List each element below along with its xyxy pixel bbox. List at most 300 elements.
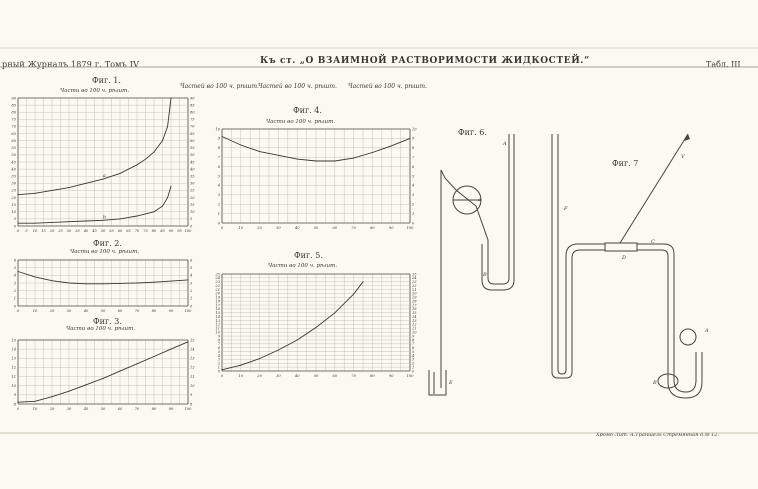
fig5-ytick-label: 22 — [215, 283, 220, 288]
fig4-ytick-label-right: 2 — [412, 202, 415, 207]
fig1-xtick-label: 95 — [177, 229, 182, 233]
fig2-xtick-label: 70 — [134, 309, 140, 313]
fig6-label-E: E — [449, 380, 453, 386]
fig1-xtick-label: 50 — [100, 229, 106, 233]
fig1-ytick-label-right: 50 — [190, 153, 195, 158]
fig3-ytick-label-right: 15 — [190, 338, 195, 343]
fig4-ytick-label: 9 — [217, 136, 220, 141]
fig1-series-label: b — [103, 215, 106, 221]
fig5-ytick-label-right: 9 — [412, 334, 415, 339]
fig1-xtick-label: 75 — [143, 229, 148, 233]
table-number: Табл. III — [706, 60, 741, 69]
fig1-ytick-label-right: 90 — [190, 96, 195, 101]
fig5-ytick-label-right: 10 — [412, 330, 417, 335]
fig5-ytick-label: 25 — [215, 272, 220, 277]
fig1-ytick-label: 10 — [11, 210, 16, 215]
fig4-xtick-label: 90 — [388, 226, 394, 230]
fig1-xtick-label: 85 — [160, 229, 165, 233]
fig5-xtick-label: 30 — [276, 374, 281, 378]
fig4-series-point — [297, 159, 298, 160]
fig5-title: Фиг. 5. — [294, 251, 323, 260]
fig1-xtick-label: 90 — [168, 229, 174, 233]
fig3-xtick-label: 20 — [49, 407, 55, 411]
fig1-ytick-label: 55 — [11, 146, 16, 151]
fig1-ytick-label-right: 60 — [190, 138, 195, 143]
fig4-xtick-label: 80 — [370, 226, 375, 230]
fig2-ytick-label-right: 0 — [190, 304, 193, 309]
fig5-ytick-label: 12 — [215, 322, 220, 327]
fig2-title: Фиг. 2. — [93, 239, 122, 248]
fig4-xtick-label: 40 — [294, 226, 300, 230]
fig5-ytick-label-right: 8 — [412, 338, 415, 343]
fig4-xtick-label: 100 — [406, 226, 414, 230]
fig6-label-B: B — [483, 272, 487, 278]
fig1-ytick-label-right: 80 — [190, 110, 195, 115]
fig7-label-A: A — [705, 328, 709, 334]
fig5-xtick-label: 0 — [220, 374, 224, 378]
fig1-ytick-label: 40 — [11, 167, 16, 172]
fig1-ytick-label-right: 45 — [190, 160, 195, 165]
fig1-series-point — [154, 211, 155, 212]
fig3-ytick-label-right: 14 — [190, 347, 195, 352]
fig2-xtick-label: 40 — [83, 309, 89, 313]
fig4-series-point — [259, 151, 260, 152]
fig2-xtick-label: 50 — [100, 309, 106, 313]
fig2-ytick-label-right: 3 — [190, 281, 193, 286]
fig5-ytick-label-right: 15 — [412, 311, 417, 316]
fig5-ytick-label-right: 13 — [412, 318, 417, 323]
fig5-xtick-label: 90 — [388, 374, 394, 378]
fig3-xtick-label: 10 — [32, 407, 38, 411]
fig5-ytick-label-right: 5 — [412, 349, 415, 354]
fig3-ytick-label-right: 12 — [190, 365, 195, 370]
fig1-ytick-label-right: 5 — [190, 217, 193, 222]
fig5-xtick-label: 50 — [313, 374, 319, 378]
fig5-ytick-label-right: 24 — [412, 276, 417, 281]
fig1-series-point — [171, 98, 172, 99]
journal-header: рный Журналъ 1879 г. Томъ IV — [2, 60, 140, 69]
fig3-xtick-label: 90 — [168, 407, 174, 411]
fig1-series-point — [35, 223, 36, 224]
fig3-series-point — [52, 396, 53, 397]
fig7-label-V: V — [681, 154, 685, 160]
fig4-series-point — [240, 144, 241, 145]
fig3-xtick-label: 30 — [66, 407, 72, 411]
fig1-ytick-label: 70 — [11, 124, 16, 129]
fig1-ytick-label: 85 — [11, 103, 16, 108]
fig7-right-tube — [637, 244, 696, 392]
fig5-ytick-label-right: 3 — [412, 357, 415, 362]
fig4-series-point — [222, 136, 223, 137]
fig1-ytick-label-right: 85 — [190, 103, 195, 108]
fig5-ytick-label: 19 — [215, 295, 220, 300]
fig3-ytick-label: 10 — [11, 384, 16, 389]
fig1-series-point — [52, 190, 53, 191]
fig5-ytick-label: 15 — [215, 311, 220, 316]
fig3-xtick-label: 60 — [117, 407, 123, 411]
fig1-xtick-label: 10 — [32, 229, 38, 233]
fig5-ytick-label: 2 — [217, 361, 220, 366]
fig1-series-point — [162, 206, 163, 207]
fig1-series-point — [52, 222, 53, 223]
fig1-series-point — [167, 126, 168, 127]
fig5-ytick-label-right: 4 — [412, 353, 415, 358]
fig6-label-A: A — [503, 141, 507, 147]
fig1-xtick-label: 25 — [58, 229, 63, 233]
fig4-caption: Части во 100 ч. рѣшт. — [266, 119, 336, 125]
fig5-ytick-label: 0 — [217, 369, 220, 374]
fig4-ytick-label-right: 8 — [412, 146, 415, 151]
unit-caption-2: Частей во 100 ч. рѣшт. — [258, 83, 337, 90]
fig2-xtick-label: 0 — [16, 309, 20, 313]
fig3-series-point — [18, 402, 19, 403]
fig1-series-point — [69, 221, 70, 222]
fig1-ytick-label-right: 40 — [190, 167, 195, 172]
unit-caption-1: Частей во 100 ч. рѣшт. — [180, 83, 259, 90]
fig5-ytick-label: 16 — [215, 307, 220, 312]
fig1-xtick-label: 100 — [184, 229, 192, 233]
fig2-ytick-label: 5 — [13, 265, 16, 270]
fig5-ytick-label: 11 — [215, 326, 220, 331]
fig1-ytick-label: 45 — [11, 160, 16, 165]
fig4-xtick-label: 30 — [276, 226, 281, 230]
fig7-left-tube-inner — [558, 134, 605, 374]
fig4-series-point — [334, 160, 335, 161]
fig1-caption: Части во 100 ч. рѣшт. — [60, 88, 130, 94]
fig5-ytick-label: 4 — [217, 353, 220, 358]
fig4-ytick-label: 0 — [217, 221, 220, 226]
fig4-ytick-label: 7 — [217, 155, 220, 160]
fig1-series-point — [69, 187, 70, 188]
fig7-label-F: F — [564, 206, 568, 212]
fig1-series-point — [162, 140, 163, 141]
fig5-series-point — [240, 365, 241, 366]
fig1-ytick-label-right: 35 — [190, 174, 195, 179]
fig3-caption: Части во 100 ч. рѣшт. — [66, 326, 136, 332]
fig5-xtick-label: 10 — [238, 374, 244, 378]
fig2-series-point — [103, 283, 104, 284]
fig5-ytick-label-right: 7 — [412, 342, 415, 347]
fig3-title: Фиг. 3. — [93, 317, 122, 326]
fig2-caption: Части во 100 ч. рѣшт. — [70, 249, 140, 255]
fig1-series-point — [137, 164, 138, 165]
fig5-ytick-label: 17 — [215, 303, 220, 308]
fig1-series-point — [137, 216, 138, 217]
fig6-label-a: a — [478, 197, 481, 203]
fig1-xtick-label: 30 — [66, 229, 72, 233]
fig2-ytick-label-right: 5 — [190, 265, 193, 270]
fig1-xtick-label: 0 — [16, 229, 20, 233]
fig4-title: Фиг. 4. — [293, 106, 322, 115]
fig3-ytick-label-right: 8 — [190, 402, 193, 407]
fig4-ytick-label: 2 — [217, 202, 220, 207]
fig5-ytick-label-right: 11 — [412, 326, 417, 331]
fig3-ytick-label: 12 — [11, 365, 16, 370]
fig3-ytick-label: 15 — [11, 338, 16, 343]
fig7-junction-D — [605, 243, 637, 251]
fig2-series-point — [52, 280, 53, 281]
fig4-ytick-label-right: 9 — [412, 136, 415, 141]
fig7-apparatus — [552, 134, 702, 398]
fig5-series-point — [334, 312, 335, 313]
fig3-ytick-label-right: 11 — [190, 374, 195, 379]
fig3-ytick-label: 9 — [13, 393, 16, 398]
fig2-xtick-label: 30 — [66, 309, 72, 313]
fig5-ytick-label-right: 21 — [412, 287, 417, 292]
fig3-xtick-label: 0 — [16, 407, 20, 411]
fig3-series-point — [171, 349, 172, 350]
fig2-ytick-label: 4 — [13, 273, 16, 278]
fig2-xtick-label: 100 — [184, 309, 192, 313]
fig5-ytick-label: 14 — [215, 314, 220, 319]
fig2-ytick-label-right: 6 — [190, 258, 193, 263]
fig2-ytick-label: 2 — [13, 288, 16, 293]
fig3-series-point — [69, 391, 70, 392]
fig5-caption: Части во 100 ч. рѣшт. — [268, 263, 338, 269]
fig2-ytick-label: 3 — [13, 281, 16, 286]
fig1-series-point — [145, 159, 146, 160]
fig3-series-point — [120, 371, 121, 372]
fig1-ytick-label-right: 20 — [190, 195, 195, 200]
fig7-right-tube-outer — [637, 250, 702, 398]
fig2-ytick-label: 0 — [13, 304, 16, 309]
fig1-xtick-label: 45 — [92, 229, 97, 233]
fig4-series-point — [391, 145, 392, 146]
fig1-xtick-label: 80 — [151, 229, 157, 233]
fig2-ytick-label-right: 2 — [190, 288, 193, 293]
fig6-cup — [429, 370, 446, 395]
fig5-ytick-label: 10 — [215, 330, 220, 335]
unit-caption-3: Частей во 100 ч. рѣшт. — [348, 83, 427, 90]
fig4-ytick-label: 4 — [217, 183, 220, 188]
fig5-series-point — [353, 294, 354, 295]
fig5-series-point — [222, 369, 223, 370]
fig2-series-point — [154, 282, 155, 283]
fig3-ytick-label: 14 — [11, 347, 16, 352]
fig3-ytick-label: 8 — [13, 402, 16, 407]
fig4-ytick-label: 1 — [217, 211, 220, 216]
fig3-ytick-label-right: 13 — [190, 356, 195, 361]
fig5-ytick-label-right: 25 — [412, 272, 417, 277]
fig1-xtick-label: 5 — [25, 229, 28, 233]
fig4-ytick-label-right: 10 — [412, 127, 417, 132]
fig4-ytick-label-right: 5 — [412, 174, 415, 179]
fig2-xtick-label: 20 — [49, 309, 55, 313]
fig5-ytick-label: 18 — [215, 299, 220, 304]
fig1-ytick-label-right: 75 — [190, 117, 195, 122]
fig1-series-point — [171, 186, 172, 187]
fig2-series-point — [35, 276, 36, 277]
fig1-ytick-label: 60 — [11, 138, 16, 143]
fig6-title: Фиг. 6. — [458, 128, 487, 137]
fig1-ytick-label-right: 15 — [190, 202, 195, 207]
fig2-ytick-label: 1 — [13, 296, 16, 301]
fig1-xtick-label: 15 — [41, 229, 46, 233]
fig5-ytick-label-right: 12 — [412, 322, 417, 327]
fig5-ytick-label: 3 — [217, 357, 220, 362]
fig3-ytick-label-right: 10 — [190, 384, 195, 389]
fig2-xtick-label: 60 — [117, 309, 123, 313]
fig5-ytick-label: 9 — [217, 334, 220, 339]
fig1-ytick-label: 30 — [11, 181, 16, 186]
fig3-xtick-label: 70 — [134, 407, 140, 411]
fig5-xtick-label: 70 — [351, 374, 356, 378]
fig4-ytick-label-right: 3 — [412, 193, 415, 198]
fig1-ytick-label-right: 0 — [190, 224, 193, 229]
fig1-ytick-label-right: 30 — [190, 181, 195, 186]
fig2-series-point — [171, 281, 172, 282]
fig6-tube — [441, 134, 509, 388]
fig1-series-point — [120, 218, 121, 219]
fig2-ytick-label-right: 4 — [190, 273, 193, 278]
fig5-ytick-label-right: 19 — [412, 295, 417, 300]
fig5-series-line — [222, 282, 363, 370]
fig1-ytick-label: 80 — [11, 110, 16, 115]
fig1-series-point — [120, 173, 121, 174]
fig2-xtick-label: 90 — [168, 309, 174, 313]
fig5-ytick-label-right: 0 — [412, 369, 415, 374]
fig5-ytick-label-right: 22 — [412, 283, 417, 288]
fig1-ytick-label: 15 — [11, 202, 16, 207]
fig1-series-label: a — [103, 174, 106, 180]
fig1-title: Фиг. 1. — [92, 76, 121, 85]
fig4-xtick-label: 60 — [332, 226, 338, 230]
fig4-series-point — [278, 155, 279, 156]
fig5-xtick-label: 40 — [294, 374, 300, 378]
fig1-ytick-label: 65 — [11, 131, 16, 136]
fig2-series-point — [137, 283, 138, 284]
fig5-ytick-label-right: 20 — [412, 291, 417, 296]
fig4-series-point — [353, 158, 354, 159]
fig1-series-point — [167, 197, 168, 198]
fig1-ytick-label: 0 — [13, 224, 16, 229]
fig1-ytick-label: 35 — [11, 174, 16, 179]
fig5-ytick-label-right: 2 — [412, 361, 415, 366]
fig4-xtick-label: 70 — [351, 226, 356, 230]
fig5-ytick-label: 1 — [217, 365, 220, 370]
fig5-ytick-label: 24 — [215, 276, 220, 281]
fig5-xtick-label: 60 — [332, 374, 338, 378]
fig7-left-tube — [552, 134, 605, 378]
fig5-ytick-label-right: 17 — [412, 303, 417, 308]
fig5-series-point — [259, 358, 260, 359]
fig1-ytick-label-right: 65 — [190, 131, 195, 136]
fig2-series-point — [18, 271, 19, 272]
fig4-ytick-label-right: 6 — [412, 164, 415, 169]
fig7-title: Фиг. 7 — [612, 159, 639, 168]
fig4-ytick-label: 8 — [217, 146, 220, 151]
fig5-xtick-label: 80 — [370, 374, 375, 378]
fig3-series-point — [86, 384, 87, 385]
fig2-xtick-label: 10 — [32, 309, 38, 313]
fig3-series-point — [188, 341, 189, 342]
lithographer-imprint: Хромо-Лит. А.Траншель Стремянная д.№ 12. — [596, 432, 719, 438]
fig1-ytick-label: 5 — [13, 217, 16, 222]
fig2-series-point — [69, 283, 70, 284]
fig4-ytick-label-right: 0 — [412, 221, 415, 226]
fig5-ytick-label-right: 18 — [412, 299, 417, 304]
fig4-ytick-label: 3 — [217, 193, 220, 198]
fig4-series-point — [372, 152, 373, 153]
fig1-xtick-label: 70 — [134, 229, 140, 233]
fig1-xtick-label: 40 — [83, 229, 89, 233]
article-title: Къ ст. „О ВЗАИМНОЙ РАСТВОРИМОСТИ ЖИДКОСТЕЙ.“ — [260, 56, 590, 66]
fig5-ytick-label-right: 16 — [412, 307, 417, 312]
fig4-xtick-label: 50 — [313, 226, 319, 230]
fig1-series-point — [18, 223, 19, 224]
fig1-series-point — [35, 193, 36, 194]
fig4-ytick-label-right: 7 — [412, 155, 415, 160]
fig2-series-point — [188, 279, 189, 280]
fig1-ytick-label: 25 — [11, 188, 16, 193]
fig7-label-C: C — [651, 239, 655, 245]
fig3-series-point — [35, 401, 36, 402]
fig4-series-point — [410, 138, 411, 139]
fig1-ytick-label-right: 10 — [190, 210, 195, 215]
fig1-ytick-label-right: 70 — [190, 124, 195, 129]
fig3-series-point — [103, 378, 104, 379]
fig5-ytick-label: 6 — [217, 346, 220, 351]
fig1-ytick-label: 75 — [11, 117, 16, 122]
fig5-ytick-label: 5 — [217, 349, 220, 354]
fig1-series-point — [86, 183, 87, 184]
fig1-series-point — [86, 221, 87, 222]
fig4-xtick-label: 0 — [220, 226, 224, 230]
fig1-ytick-label: 90 — [11, 96, 16, 101]
fig3-xtick-label: 100 — [184, 407, 192, 411]
fig4-ytick-label-right: 1 — [412, 211, 415, 216]
fig3-ytick-label: 11 — [11, 374, 16, 379]
fig1-ytick-label: 20 — [11, 195, 16, 200]
fig3-xtick-label: 50 — [100, 407, 106, 411]
fig2-series-point — [120, 283, 121, 284]
fig2-ytick-label-right: 1 — [190, 296, 193, 301]
fig5-series-point — [278, 350, 279, 351]
fig5-ytick-label-right: 6 — [412, 346, 415, 351]
fig5-ytick-label: 21 — [215, 287, 220, 292]
fig1-ytick-label-right: 55 — [190, 146, 195, 151]
fig1-series-point — [18, 194, 19, 195]
fig1-ytick-label: 50 — [11, 153, 16, 158]
fig3-xtick-label: 40 — [83, 407, 89, 411]
fig1-xtick-label: 20 — [49, 229, 55, 233]
fig3-ytick-label: 13 — [11, 356, 16, 361]
fig2-series-point — [86, 283, 87, 284]
fig2-ytick-label: 6 — [13, 258, 16, 263]
fig5-ytick-label: 8 — [217, 338, 220, 343]
fig3-ytick-label-right: 9 — [190, 393, 193, 398]
fig1-series-point — [154, 152, 155, 153]
fig4-ytick-label: 10 — [215, 127, 220, 132]
fig5-xtick-label: 100 — [406, 374, 414, 378]
fig3-series-point — [137, 363, 138, 364]
fig6-apparatus — [429, 134, 514, 395]
fig5-ytick-label: 13 — [215, 318, 220, 323]
fig4-ytick-label: 5 — [217, 174, 220, 179]
fig5-series-point — [363, 281, 364, 282]
fig5-series-point — [316, 327, 317, 328]
fig5-ytick-label: 7 — [217, 342, 220, 347]
fig1-xtick-label: 60 — [117, 229, 123, 233]
fig7-bulb-A — [680, 329, 696, 345]
fig5-ytick-label-right: 23 — [412, 280, 417, 285]
fig1-xtick-label: 55 — [109, 229, 114, 233]
fig5-ytick-label-right: 14 — [412, 314, 417, 319]
fig3-series-point — [154, 356, 155, 357]
fig4-ytick-label-right: 4 — [412, 183, 415, 188]
fig3-xtick-label: 80 — [151, 407, 157, 411]
fig7-label-D: D — [622, 255, 627, 261]
